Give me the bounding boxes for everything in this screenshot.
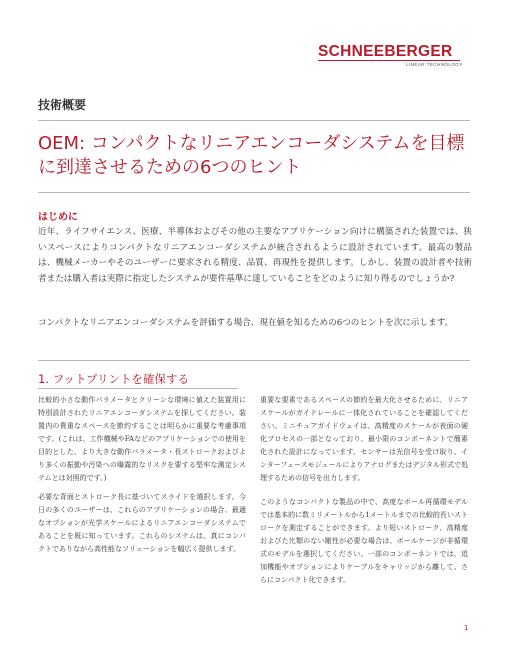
company-logo [318, 44, 478, 70]
logo-underline [318, 60, 460, 61]
section-heading: 1. フットプリントを確保する [38, 372, 190, 386]
page-number: 1 [464, 624, 469, 632]
title-divider [38, 192, 470, 193]
right-column-paragraph-1: 重要な要素であるスペースの節約を最大化させるために、リニアスケールがガイドレールに一体化されていることを確認してください。ミニチュアガイドウェイは、高精度のスケールが表面の硬化プロセスの一部となっており、最小限のコンポーネントで簡素化された設計になっています。センサーは光信号を受け取り、インターフェースモジュールによりアナログまたはデジタル形式で処理するための信号を出力します。 [260, 396, 468, 482]
section-heading-underline [38, 388, 238, 389]
logo-wordmark: SCHNEEBERGER [318, 43, 453, 60]
header-divider [38, 120, 470, 121]
intro-paragraph: 近年、ライフサイエンス、医療、半導体およびその他の主要なアプリケーション向けに構築された装置では、狭いスペースによりコンパクトなリニアエンコーダシステムが統合されるように設計されています。最高の製品は、機械メーカーやそのユーザーに要求される精度、品質、再現性を提供します。しかし、装置の設計者や技術者または購入者は実際に指定したシステムが要件基準に達していることをどのように知り得るのでしょうか? [38, 227, 472, 284]
intro-divider [38, 360, 470, 361]
logo-tagline: LINEAR TECHNOLOGY [406, 62, 463, 67]
left-column-paragraph-2: 必要な背面とストローク長に基づいてスライドを選択します。今日の多くのユーザーは、これらのアプリケーションの場合、最適なオプションが光学スケールによるリニアエンコーダシステムであることを既に知っています。これらのシステムは、真にコンパクトでありながら高性能なソリューションを幅広く提供します。 [38, 493, 246, 553]
document-kind: 技術概要 [38, 98, 87, 112]
intro-heading: はじめに [38, 212, 78, 223]
intro-summary: コンパクトなリニアエンコーダシステムを評価する場合、現在値を知るための6つのヒントを次に示します。 [38, 318, 454, 328]
right-column-paragraph-2: このようなコンパクトな製品の中で、高度なボール再循環モデルでは基本的に数ミリメートルから1メートルまでの比較的長いストロークを測定することができます。より短いストローク、高精度およびた比類のない剛性が必要な場合は、ボールケージが非循環式のモデルを選択してください。一部のコンポーネントでは、追加機能やオプションによりケーブルをキャリッジから離して、さらにコンパクト化できます。 [260, 498, 468, 584]
page-title: OEM: コンパクトなリニアエンコーダシステムを目標に到達させるための6つのヒント [38, 133, 465, 178]
left-column-paragraph-1: 比較的小さな動作パラメータとクリーンな環境に値えた装置用に特別設計されたリニアエンコーダシステムを探してください。装置内の貴重なスペースを節約することは明らかに重要な考慮事項です。(これは、工作機械やFAなどのアプリケーションでの使用を目的とした、より大きな動作パラメータ・長ストロークおよびより多くの振動や汚染への曝露的なリスクを要する堅牢な測定システムとは対照的です。) [38, 396, 246, 482]
